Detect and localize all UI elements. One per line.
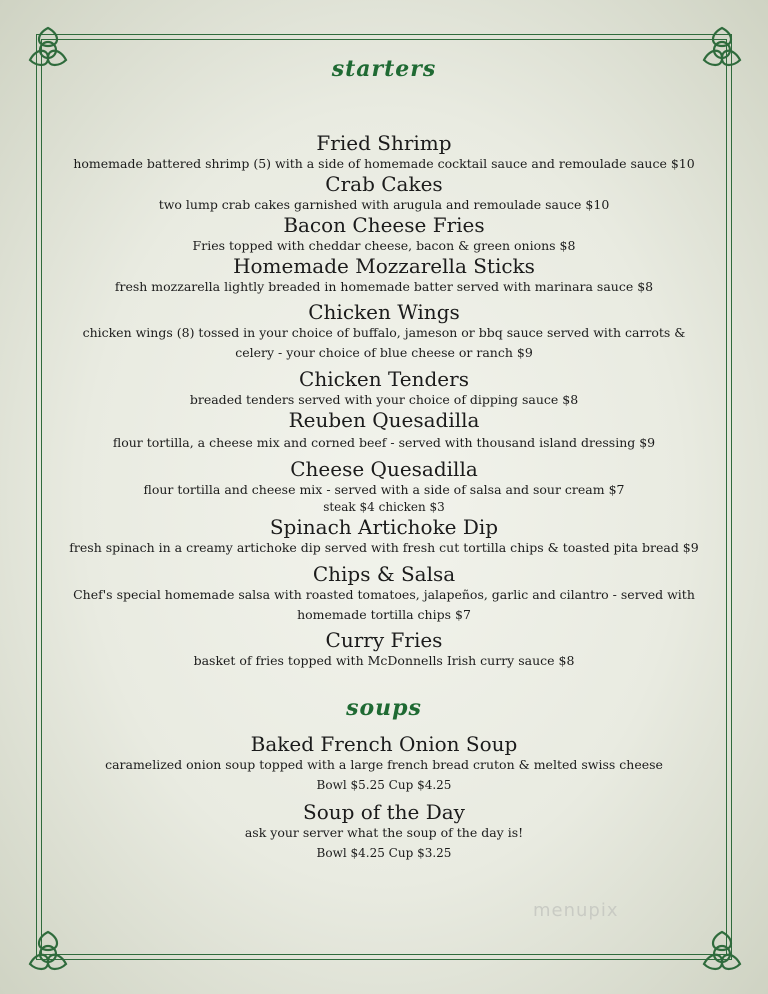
item-name: Chicken Tenders	[299, 367, 469, 391]
menu-item	[44, 173, 724, 215]
menu-item	[44, 214, 724, 256]
menu-item	[44, 301, 724, 363]
section-title-soups: soups	[346, 695, 422, 721]
celtic-knot-icon	[700, 928, 744, 972]
item-description: Fries topped with cheddar cheese, bacon & green onions $8	[192, 238, 576, 253]
menu-item	[44, 255, 724, 297]
menu-item	[44, 629, 724, 671]
item-name: Homemade Mozzarella Sticks	[233, 254, 535, 278]
menu-item	[44, 733, 724, 795]
item-name: Bacon Cheese Fries	[283, 213, 485, 237]
celtic-knot-icon	[26, 928, 70, 972]
menu-item	[44, 458, 724, 514]
item-description: basket of fries topped with McDonnells Irish curry sauce $8	[193, 653, 575, 668]
item-name: Chicken Wings	[308, 300, 460, 324]
item-description: flour tortilla, a cheese mix and corned beef - served with thousand island dressing $9	[112, 435, 656, 450]
section-title-starters: starters	[331, 56, 437, 82]
item-name: Baked French Onion Soup	[250, 732, 518, 756]
item-extra: Bowl $5.25 Cup $4.25	[316, 778, 452, 792]
item-extra: steak $4 chicken $3	[323, 500, 445, 514]
menu-item	[44, 801, 724, 863]
item-name: Fried Shrimp	[316, 131, 452, 155]
item-description: Chef's special homemade salsa with roasted tomatoes, jalapeños, garlic and cilantro - served with homemade tortilla chips $7	[73, 587, 695, 622]
item-name: Crab Cakes	[325, 172, 443, 196]
item-name: Curry Fries	[325, 628, 443, 652]
item-extra: Bowl $4.25 Cup $3.25	[316, 846, 452, 860]
menu-item	[44, 409, 724, 453]
item-description: flour tortilla and cheese mix - served with a side of salsa and sour cream $7	[143, 482, 625, 497]
item-description: fresh spinach in a creamy artichoke dip served with fresh cut tortilla chips & toasted pita bread $9	[69, 540, 699, 555]
item-description: ask your server what the soup of the day is!	[244, 825, 524, 840]
menu-item	[44, 368, 724, 410]
item-name: Soup of the Day	[303, 800, 465, 824]
menu-item	[44, 563, 724, 625]
item-description: two lump crab cakes garnished with arugula and remoulade sauce $10	[158, 197, 610, 212]
menu-item	[44, 516, 724, 558]
item-name: Spinach Artichoke Dip	[269, 515, 499, 539]
watermark-text: menupix	[533, 900, 619, 921]
item-description: homemade battered shrimp (5) with a side of homemade cocktail sauce and remoulade sauce $10	[73, 156, 695, 171]
item-name: Cheese Quesadilla	[290, 457, 478, 481]
item-name: Chips & Salsa	[312, 562, 456, 586]
item-description: breaded tenders served with your choice of dipping sauce $8	[189, 392, 579, 407]
item-description: fresh mozzarella lightly breaded in homemade batter served with marinara sauce $8	[114, 279, 654, 294]
item-description: chicken wings (8) tossed in your choice of buffalo, jameson or bbq sauce served with carrots & celery - your choice of blue cheese or ranch $9	[82, 325, 686, 360]
menu-item	[44, 132, 724, 174]
item-description: caramelized onion soup topped with a large french bread cruton & melted swiss cheese	[105, 757, 663, 772]
item-name: Reuben Quesadilla	[288, 408, 480, 432]
